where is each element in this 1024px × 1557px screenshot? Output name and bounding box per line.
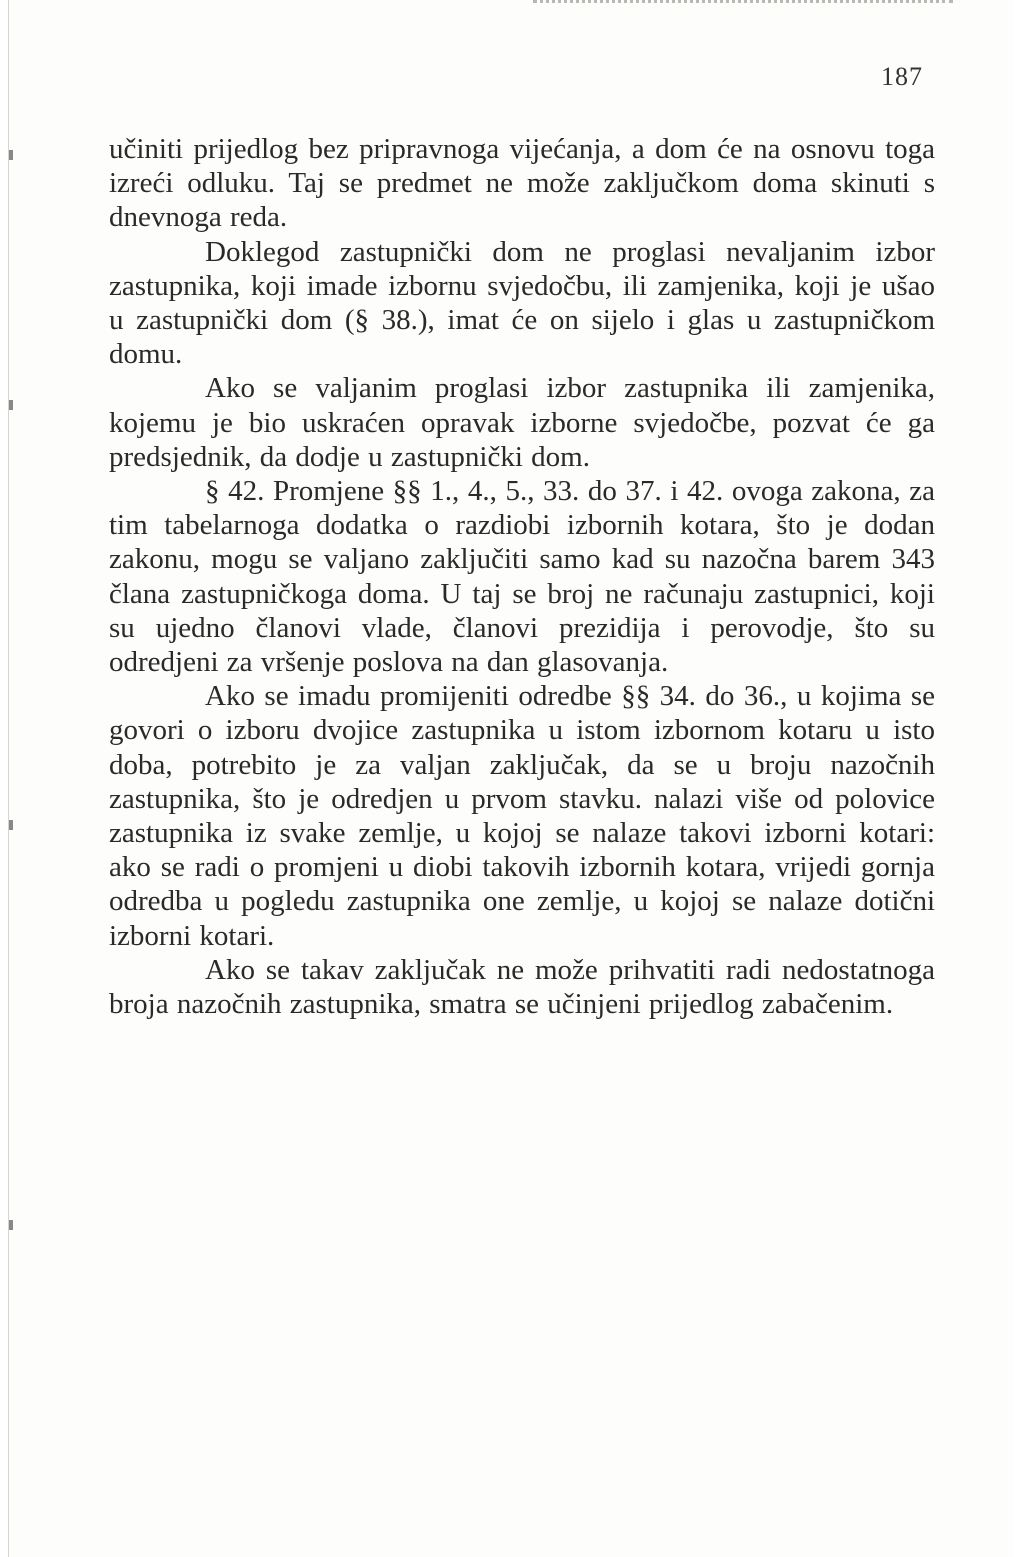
margin-mark xyxy=(9,150,13,160)
paragraph: učiniti prijedlog bez pripravnoga vijećanja, a dom će na osnovu toga izreći odluku. Taj se predmet ne može zaključkom doma skinuti s dnevnoga reda. xyxy=(109,133,935,234)
book-page xyxy=(8,0,1013,1557)
margin-mark xyxy=(9,820,13,830)
paragraph: Ako se valjanim proglasi izbor zastupnika ili zamjenika, kojemu je bio uskraćen opravak izborne svjedočbe, pozvat će ga predsjednik, da dodje u zastupnički dom. xyxy=(109,372,935,473)
margin-mark xyxy=(9,400,13,410)
top-edge-marks xyxy=(533,0,953,9)
paragraph: Ako se imadu promijeniti odredbe §§ 34. do 36., u kojima se govori o izboru dvojice zastupnika u istom izbornom kotaru u isto doba, potrebito je za valjan zaključak, da se u broju nazočnih zastupnika, što je odredjen u prvom stavku. nalazi više od polovice zastupnika iz svake zemlje, u kojoj se nalaze takovi izborni kotari: ako se radi o promjeni u diobi takovih izbornih kotara, vrijedi gornja odredba u pogledu zastupnika one zemlje, u kojoj se nalaze dotični izborni kotari. xyxy=(109,680,935,952)
page-number: 187 xyxy=(881,62,923,91)
paragraph-section-42: § 42. Promjene §§ 1., 4., 5., 33. do 37. i 42. ovoga zakona, za tim tabelarnoga dodatka o razdiobi izbornih kotara, što je dodan zakonu, mogu se valjano zaključiti samo kad su nazočna barem 343 člana zastupničkoga doma. U taj se broj ne računaju zastupnici, koji su ujedno članovi vlade, članovi prezidija i perovodje, što su odredjeni za vršenje poslova na dan glasovanja. xyxy=(109,475,935,679)
margin-mark xyxy=(9,1220,13,1230)
paragraph: Ako se takav zaključak ne može prihvatiti radi nedostatnoga broja nazočnih zastupnika, smatra se učinjeni prijedlog zabačenim. xyxy=(109,953,935,1021)
paragraph: Doklegod zastupnički dom ne proglasi nevaljanim izbor zastupnika, koji imade izbornu svjedočbu, ili zamjenika, koji je ušao u zastupnički dom (§ 38.), imat će on sijelo i glas u zastupničkom domu. xyxy=(109,235,935,371)
body-text xyxy=(109,132,935,1021)
